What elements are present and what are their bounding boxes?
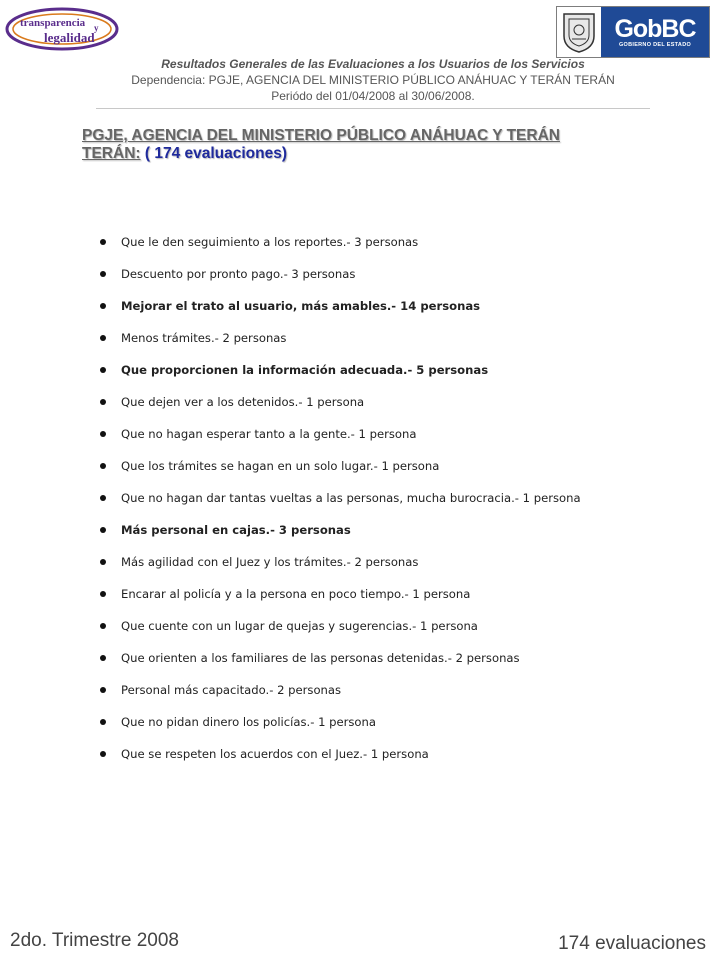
- list-item: [100, 298, 700, 330]
- list-item-text: Que no pidan dinero los policías.- 1 persona: [121, 715, 376, 729]
- bullet-icon: [100, 687, 106, 693]
- section-title: [82, 127, 622, 163]
- bullet-icon: [100, 431, 106, 437]
- bullet-icon: [100, 623, 106, 629]
- list-item-text: Descuento por pronto pago.- 3 personas: [121, 267, 356, 281]
- list-item: [100, 554, 700, 586]
- header-period: Periódo del 01/04/2008 al 30/06/2008.: [271, 89, 475, 103]
- list-item: [100, 490, 700, 522]
- state-seal-icon: [557, 7, 601, 57]
- header-divider: [96, 108, 650, 109]
- list-item: [100, 362, 700, 394]
- bullet-icon: [100, 527, 106, 533]
- list-item: [100, 458, 700, 490]
- list-item-text: Que le den seguimiento a los reportes.- 3 personas: [121, 235, 419, 249]
- report-header: [96, 56, 650, 104]
- gobbc-subtitle: GOBIERNO DEL ESTADO: [618, 42, 692, 48]
- list-item: [100, 714, 700, 746]
- bullet-icon: [100, 303, 106, 309]
- list-item: [100, 234, 700, 266]
- bullet-icon: [100, 495, 106, 501]
- list-item: [100, 682, 700, 714]
- bullet-icon: [100, 719, 106, 725]
- bullet-icon: [100, 399, 106, 405]
- section-title-agency: PGJE, AGENCIA DEL MINISTERIO PÚBLICO ANÁHUAC Y TERÁN TERÁN:: [82, 127, 560, 162]
- list-item: [100, 746, 700, 778]
- bullet-icon: [100, 591, 106, 597]
- gobbc-wordmark: [601, 7, 709, 57]
- bullet-icon: [100, 559, 106, 565]
- list-item: [100, 394, 700, 426]
- list-item-text: Que se respeten los acuerdos con el Juez.- 1 persona: [121, 747, 429, 761]
- list-item: [100, 586, 700, 618]
- list-item-text: Que cuente con un lugar de quejas y sugerencias.- 1 persona: [121, 619, 478, 633]
- list-item-text: Que no hagan esperar tanto a la gente.- 1 persona: [121, 427, 417, 441]
- list-item-text: Que dejen ver a los detenidos.- 1 persona: [121, 395, 365, 409]
- list-item-text: Que orienten a los familiares de las personas detenidas.- 2 personas: [121, 651, 520, 665]
- logo-word-y: y: [94, 23, 99, 33]
- section-title-count: ( 174 evaluaciones): [140, 145, 288, 162]
- bullet-icon: [100, 655, 106, 661]
- list-item-text: Encarar al policía y a la persona en poco tiempo.- 1 persona: [121, 587, 471, 601]
- list-item: [100, 650, 700, 682]
- list-item: [100, 618, 700, 650]
- suggestions-list: [100, 234, 700, 778]
- list-item-text: Mejorar el trato al usuario, más amables.- 14 personas: [121, 299, 481, 313]
- list-item: [100, 330, 700, 362]
- list-item-text: Que proporcionen la información adecuada.- 5 personas: [121, 363, 489, 377]
- bullet-icon: [100, 463, 106, 469]
- bullet-icon: [100, 751, 106, 757]
- transparencia-logo-icon: [4, 6, 120, 52]
- logo-word-transparencia: transparencia: [20, 17, 86, 29]
- bullet-icon: [100, 367, 106, 373]
- list-item: [100, 426, 700, 458]
- bullet-icon: [100, 271, 106, 277]
- list-item-text: Más agilidad con el Juez y los trámites.- 2 personas: [121, 555, 419, 569]
- footer-evaluation-count: 174 evaluaciones: [558, 933, 706, 954]
- header-title: Resultados Generales de las Evaluaciones a los Usuarios de los Servicios: [161, 57, 585, 71]
- list-item: [100, 266, 700, 298]
- list-item-text: Menos trámites.- 2 personas: [121, 331, 287, 345]
- footer-quarter: 2do. Trimestre 2008: [10, 930, 179, 951]
- list-item-text: Que los trámites se hagan en un solo lugar.- 1 persona: [121, 459, 440, 473]
- gobbc-logo: [556, 6, 710, 58]
- list-item: [100, 522, 700, 554]
- bullet-icon: [100, 335, 106, 341]
- bullet-icon: [100, 239, 106, 245]
- gobbc-title: GobBC: [614, 15, 696, 43]
- header-dependencia: Dependencia: PGJE, AGENCIA DEL MINISTERIO PÚBLICO ANÁHUAC Y TERÁN TERÁN: [131, 73, 615, 87]
- list-item-text: Personal más capacitado.- 2 personas: [121, 683, 342, 697]
- transparencia-legalidad-logo: [4, 6, 120, 52]
- list-item-text: Más personal en cajas.- 3 personas: [121, 523, 351, 537]
- list-item-text: Que no hagan dar tantas vueltas a las personas, mucha burocracia.- 1 persona: [121, 491, 581, 505]
- logo-word-legalidad: legalidad: [44, 30, 95, 45]
